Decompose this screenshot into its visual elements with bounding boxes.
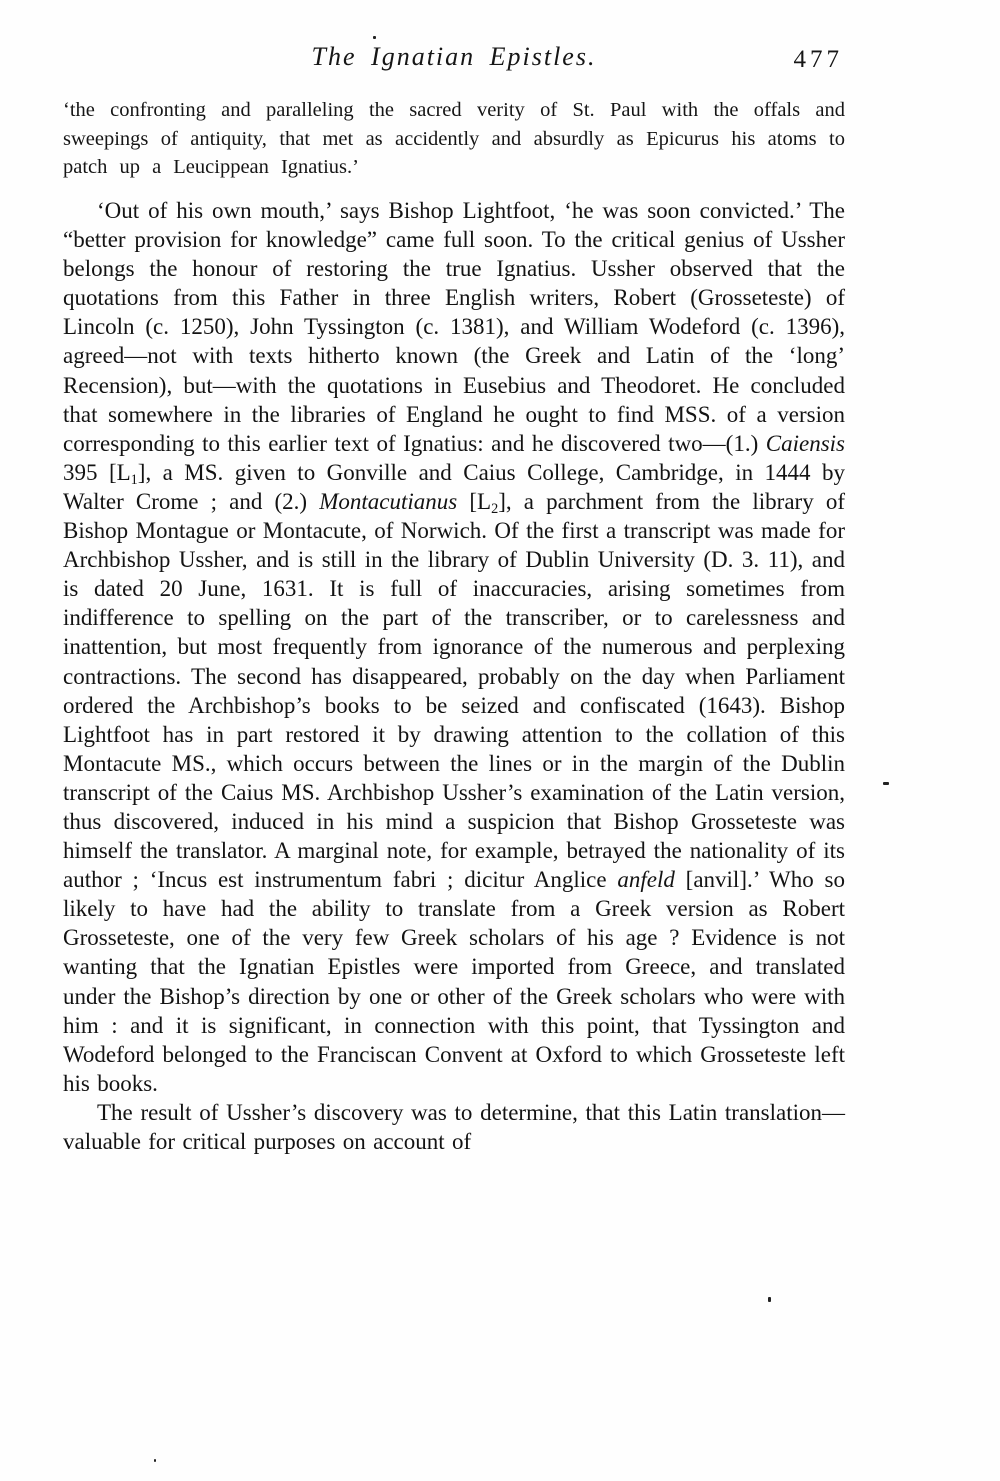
body-text xyxy=(63,196,845,1156)
block-quote: ‘the confronting and paralleling the sacred verity of St. Paul with the offals and sweepings of antiquity, that met as accidently and absurdly as Epicurus his atoms to patch up a Leucippean Ignatius.’ xyxy=(63,99,845,178)
paragraph-closing: The result of Ussher’s discovery was to determine, that this Latin translation—valuable for critical purposes on account of xyxy=(63,1099,845,1154)
scan-speck xyxy=(373,36,376,39)
paragraph-main: ‘Out of his own mouth,’ says Bishop Lightfoot, ‘he was soon convicted.’ The “better provision for knowledge” came full soon. To the critical genius of Ussher belongs the honour of restoring the true Ignatius. Ussher observed that the quotations from this Father in three English writers, Robert (Grosseteste) of Lincoln (c. 1250), John Tyssington (c. 1381), and William Wodeford (c. 1396), agreed—not with texts hitherto known (the Greek and Latin of the ‘long’ Recension), but—with the quotations in Eusebius and Theodoret. He concluded that somewhere in the libraries of England he ought to find MSS. of a version corresponding to this earlier text of Ignatius: and he discovered two—(1.) Caiensis 395 $[L_1]$, a MS. given to Gonville and Caius College, Cambridge, in 1444 by Walter Crome ; and (2.) Montacutianus $[L_2]$, a parchment from the library of Bishop Montague or Montacute, of Norwich. Of the first a transcript was made for Archbishop Ussher, and is still in the library of Dublin University (D. 3. 11), and is dated 20 June, 1631. It is full of inaccuracies, arising sometimes from indifference to spelling on the part of the transcriber, or to carelessness and inattention, but most frequently from ignorance of the numerous and perplexing contractions. The second has disappeared, probably on the day when Parliament ordered the Archbishop’s books to be seized and confiscated (1643). Bishop Lightfoot has in part restored it by drawing attention to the collation of this Montacute MS., which occurs between the lines or in the margin of the Dublin transcript of the Caius MS. Archbishop Ussher’s examination of the Latin version, thus discovered, induced in his mind a suspicion that Bishop Grosseteste was himself the translator. A marginal note, for example, betrayed the nationality of its author ; ‘Incus est instrumentum fabri ; dicitur Anglice anfeld [anvil].’ Who so likely to have had the ability to translate from a Greek version as Robert Grosseteste, one of the very few Greek scholars of his age ? Evidence is not wanting that the Ignatian Epistles were imported from Greece, and translated under the Bishop’s direction by one or other of the Greek scholars who were with him : and it is significant, in connection with this point, that Tyssington and Wodeford belonged to the Franciscan Convent at Oxford to which Grosseteste left his books. xyxy=(63,198,845,1096)
running-title: The Ignatian Epistles. xyxy=(311,42,597,71)
scan-speck xyxy=(883,782,889,785)
scan-speck xyxy=(154,1459,156,1462)
scan-speck xyxy=(768,1297,771,1302)
page-number: 477 xyxy=(793,46,843,73)
page-header xyxy=(63,42,845,78)
